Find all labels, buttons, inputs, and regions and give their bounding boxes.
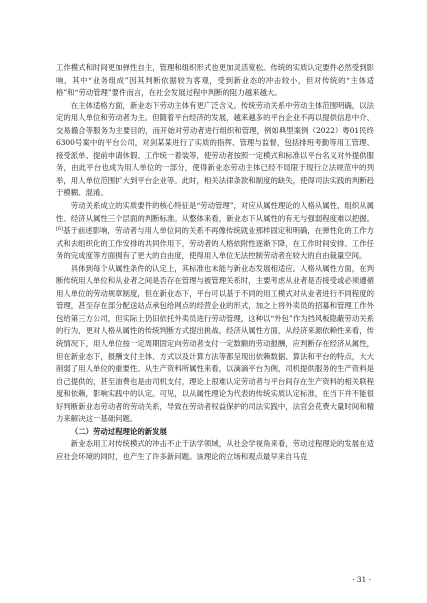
body-text <box>56 62 374 464</box>
section-heading: （二）劳动过程理论的新发展 <box>70 426 167 436</box>
paragraph-text: 劳动关系成立的实质要件的核心特征是“劳动管理”，对应从属性理论的人格从属性、组织从属性、经济从属性三个层面的判断标准。从整体来看，新业态下从属性的有无与强弱程度难以把握。 <box>56 201 374 223</box>
paragraph: 在主体适格方面，新业态下劳动主体有更广泛含义。传统劳动关系中劳动主体范围明确，以法定的用人单位和劳动者为主。但随着平台经济的发展，越来越多的平台企业不再以提供信息中介、交易撮合等服务为主要目的，而开始对劳动者进行组织和管理，例如典型案例（2022）粤01民终6300号案中的平台公司，对剑某某进行了实质的指挥、管理与监督，包括排班考勤等用工管理、接受派单、提前申请休假、工作统一着装等，使劳动者按照一定模式和标准以平台名义对外提供服务，由此平台也成为用人单位的一部分，使得新业态劳动主体已经不局限于现行立法规范中的列举，用人单位范围扩大到平台企业等。此时，相关法律条款和制度的缺失，使得司法实践的判断趋于模糊、混淆。 <box>56 100 374 198</box>
paragraph: 具体到每个从属性条件的认定上，其标准也未能与新业态发展相适应。人格从属性方面，在判断传统用人单位和从业者之间是否存在管理与被管理关系时，主要考虑从业者是否接受或必须遵循用人单位的劳动规章制度，但在新业态下，平台可以基于不同的用工模式对从业者进行不同程度的管理，甚至存在部分配送站点承包给网点的经营企业的形式，加之上将外卖员的招募和管理工作外包给第三方公司，但实际上仍旧依托外卖员进行劳动管理，这种以“外包”作为挡风板隐蔽劳动关系的行为，更对人格从属性的传统判断方式提出挑战。经济从属性方面，从经济来源依赖性来看，传统情况下，用人单位按一定周期固定向劳动者支付一定数额的劳动报酬，应判断存在经济从属性，但在新业态下，报酬支付主体、方式以及计算方法等都呈现出依赖数据、算法和平台的特点，大大削弱了用人单位的重要性。从生产资料所属性来看，以滴滴平台为例，司机提供服务的生产资料是自己提供的，甚至油费也是由司机支付，理论上很难认定劳动者与平台间存在生产资料的相关联程度和依赖，影响实践中的认定。可见，以从属性理论为代表的传统实质认定标准，在当下并不能很好判断新业态劳动者的劳动关系，导致在劳动者权益保护的司法实践中，法官会花费大量时间和精力来解决这一基础问题。 <box>56 263 374 424</box>
paragraph: 新业态用工对传统模式的冲击不止于法学领域，从社会学视角来看，劳动过程理论的发展在适应社会环境的同时，也产生了许多新问题。该理论的立场和观点最早来自马克 <box>56 439 374 461</box>
page-number: · 31 · <box>352 575 371 584</box>
paragraph-text: 基于前述影响，劳动者与用人单位间的关系不再像传统就业那样固定和明确，在弹性化的工作方式和去组织化的工作安排的共同作用下，劳动者的人格依附性逐渐下降，在工作时间安排、工作任务的完成度等方面拥有了更大的自由度，使得用人单位无法控制劳动者在较大的自由裁量空间。 <box>56 226 374 261</box>
paragraph <box>56 200 374 263</box>
paragraph: 工作模式和时间更加弹性自主，管理和组织形式也更加灵活宽松。传统的实质认定要件必然受到影响，其中“业务组成”因其判断依据较为客观，受到新业态的冲击较小，但对传统的“主体适格”和“劳动管理”要件而言，在社会发展过程中判断的阻力越来越大。 <box>56 63 374 98</box>
footnote-reference: [6] <box>56 226 64 233</box>
